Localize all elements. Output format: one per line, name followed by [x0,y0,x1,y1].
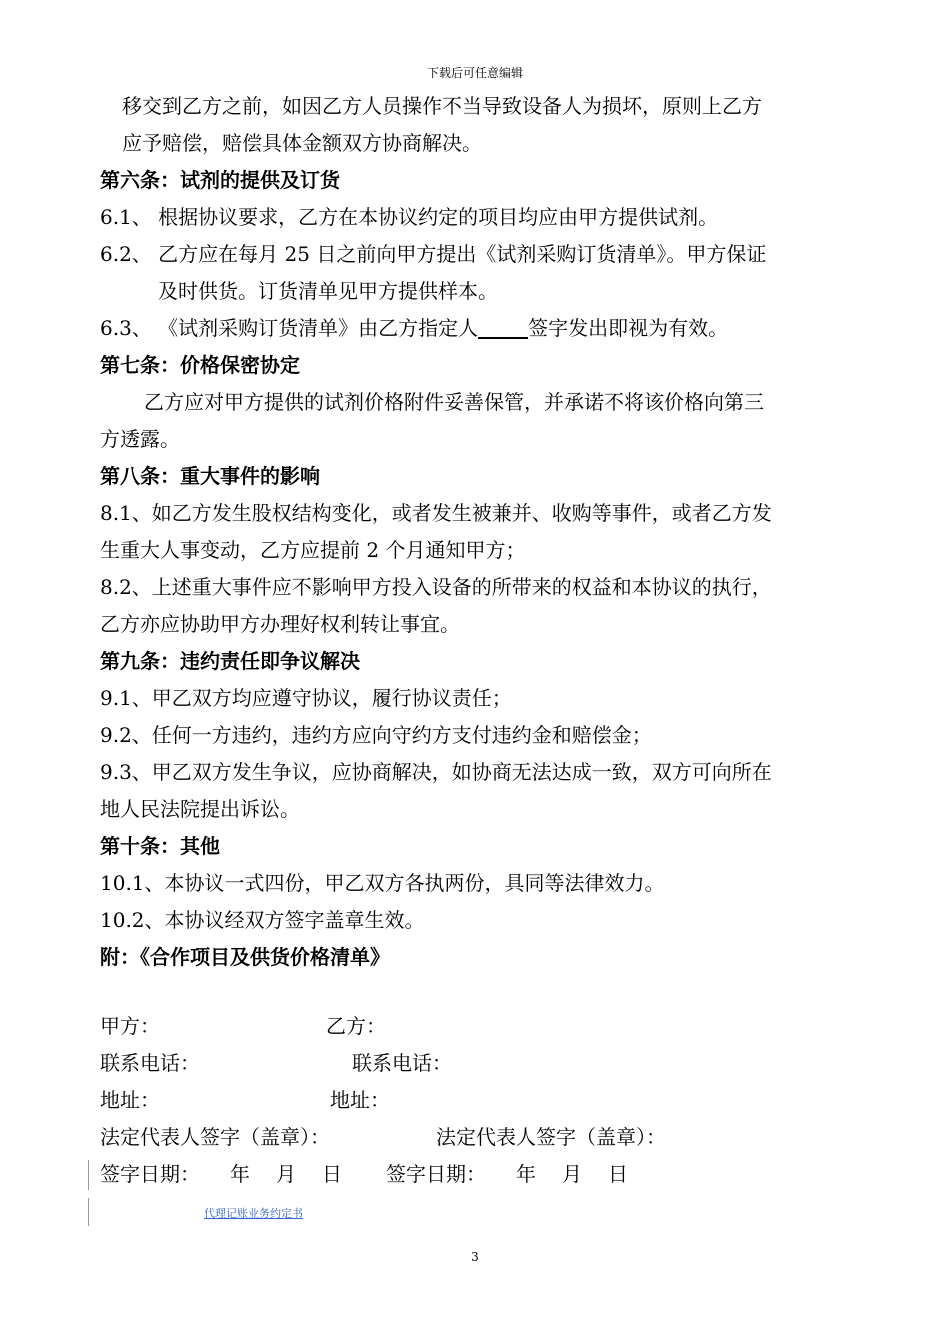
clause-6-3-text: 6.3、 《试剂采购订货清单》由乙方指定人 [100,316,479,340]
margin-rule [88,1198,89,1226]
clause-8-2: 8.2、上述重大事件应不影响甲方投入设备的所带来的权益和本协议的执行， [100,575,772,599]
date-b-label: 签字日期： [386,1162,486,1186]
paragraph-line: 移交到乙方之前，如因乙方人员操作不当导致设备人为损坏，原则上乙方 [122,94,762,118]
clause-8-1-cont: 生重大人事变动，乙方应提前 2 个月通知甲方； [100,538,526,562]
signature-row-address [100,1082,860,1119]
clause-9-3-cont: 地人民法院提出诉讼。 [100,797,300,821]
address-a-label: 地址： [100,1088,160,1112]
section-heading-7: 第七条：价格保密协定 [100,353,300,377]
signature-row-date [100,1156,860,1193]
date-b-month: 月 [562,1162,582,1186]
paragraph-line: 乙方应对甲方提供的试剂价格附件妥善保管，并承诺不将该价格向第三 [144,390,764,414]
paragraph-line: 应予赔偿，赔偿具体金额双方协商解决。 [122,131,482,155]
address-b-label: 地址： [330,1088,390,1112]
clause-9-3: 9.3、甲乙双方发生争议，应协商解决，如协商无法达成一致，双方可向所在 [100,760,772,784]
date-b-year: 年 [516,1162,536,1186]
signer-blank [478,313,528,339]
phone-a-label: 联系电话： [100,1051,200,1075]
signature-row-phone [100,1045,860,1082]
margin-rule [88,1160,89,1190]
signature-row-representative [100,1119,860,1156]
clause-6-2: 6.2、 乙方应在每月 25 日之前向甲方提出《试剂采购订货清单》。甲方保证 [100,242,767,266]
clause-9-2: 9.2、任何一方违约，违约方应向守约方支付违约金和赔偿金； [100,723,652,747]
section-heading-9: 第九条：违约责任即争议解决 [100,649,360,673]
clause-6-3 [100,310,850,347]
party-b-label: 乙方： [326,1014,386,1038]
signature-row-party [100,1008,860,1045]
party-a-label: 甲方： [100,1014,160,1038]
date-a-label: 签字日期： [100,1162,200,1186]
clause-10-1: 10.1、本协议一式四份，甲乙双方各执两份，具同等法律效力。 [100,871,665,895]
document-body [100,88,850,976]
clause-6-2-cont: 及时供货。订货清单见甲方提供样本。 [158,279,498,303]
clause-8-2-cont: 乙方亦应协助甲方办理好权利转让事宜。 [100,612,460,636]
date-b-day: 日 [608,1162,628,1186]
section-heading-8: 第八条：重大事件的影响 [100,464,320,488]
clause-6-3-text-end: 签字发出即视为有效。 [528,316,729,340]
clause-8-1: 8.1、如乙方发生股权结构变化，或者发生被兼并、收购等事件，或者乙方发 [100,501,772,525]
section-heading-6: 第六条：试剂的提供及订货 [100,168,340,192]
page-header-note: 下载后可任意编辑 [426,66,523,80]
attachment-title: 附：《合作项目及供货价格清单》 [100,945,390,969]
phone-b-label: 联系电话： [352,1051,452,1075]
page-number: 3 [471,1250,479,1264]
date-a-year: 年 [230,1162,250,1186]
clause-6-1: 6.1、 根据协议要求，乙方在本协议约定的项目均应由甲方提供试剂。 [100,205,719,229]
representative-a-label: 法定代表人签字（盖章）： [100,1125,330,1149]
clause-9-1: 9.1、甲乙双方均应遵守协议，履行协议责任； [100,686,512,710]
section-heading-10: 第十条：其他 [100,834,220,858]
representative-b-label: 法定代表人签字（盖章）： [436,1125,666,1149]
clause-10-2: 10.2、本协议经双方签字盖章生效。 [100,908,425,932]
paragraph-line: 方透露。 [100,427,180,451]
footer-link[interactable]: 代理记账业务约定书 [204,1207,303,1220]
date-a-month: 月 [276,1162,296,1186]
date-a-day: 日 [322,1162,342,1186]
